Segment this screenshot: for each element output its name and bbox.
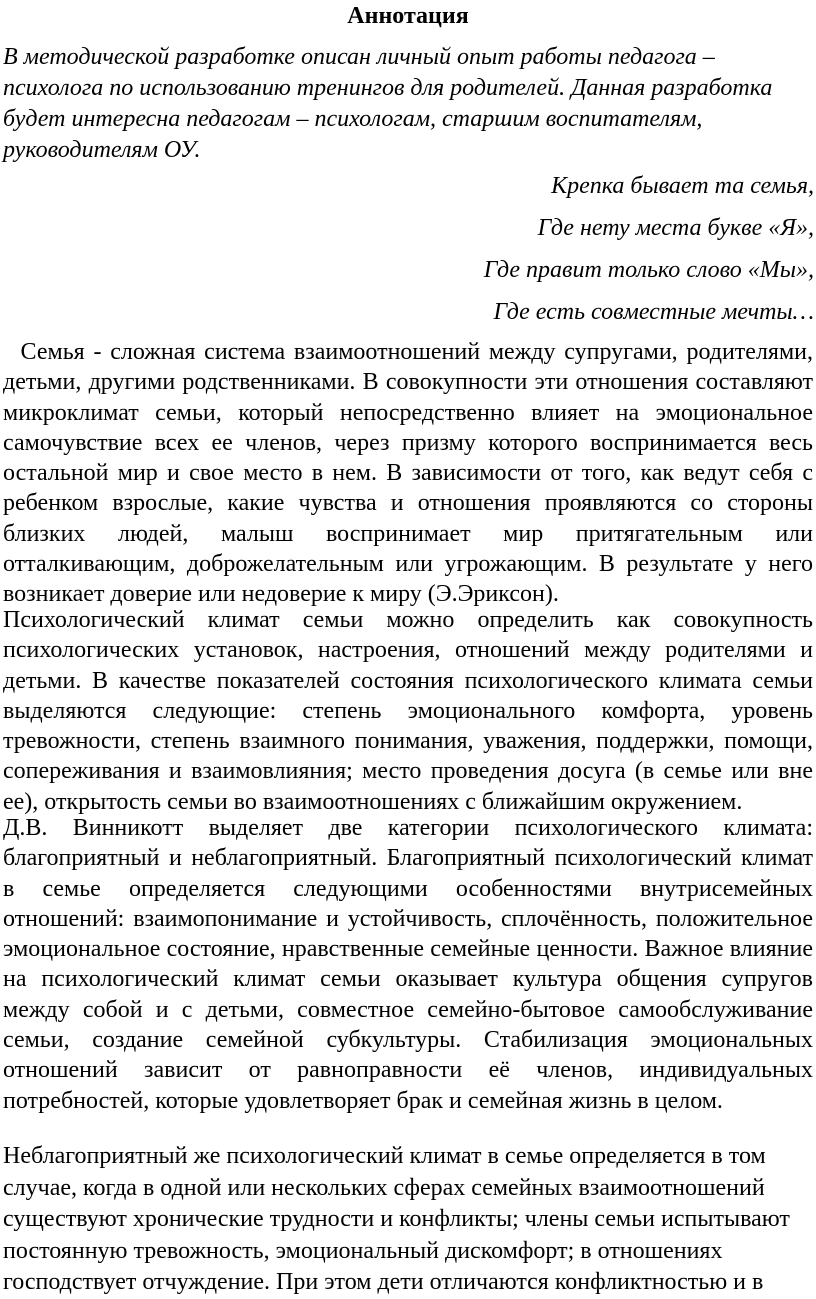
paragraph-line: отталкивающим, доброжелательным или угрожающим. В результате у него xyxy=(3,551,813,578)
annotation-text xyxy=(3,42,813,166)
epigraph-poem xyxy=(114,165,814,333)
paragraph-line: отношений: взаимопонимание и устойчивость, сплочённость, положительное xyxy=(3,905,813,932)
paragraph-unfavorable-climate xyxy=(3,1141,813,1299)
paragraph-line: микроклимат семьи, который непосредственно влияет на эмоциональное xyxy=(3,399,813,426)
paragraph-line: ребенком взрослые, какие чувства и отношения проявляются со стороны xyxy=(3,490,813,517)
paragraph-line: на психологический климат семьи оказывает культура общения супругов xyxy=(3,966,813,993)
paragraph-line: Д.В. Винникотт выделяет две категории психологического климата: xyxy=(3,815,813,841)
page-title: Аннотация xyxy=(347,3,469,29)
paragraph-family-system xyxy=(3,337,813,610)
paragraph-winnicott xyxy=(3,813,813,1116)
paragraph-line: выделяются следующие: степень эмоционального комфорта, уровень xyxy=(3,697,813,724)
paragraph-line: сопереживания и взаимовлияния; место проведения досуга (в семье или вне xyxy=(3,758,813,785)
paragraph-line: благоприятный и неблагоприятный. Благоприятный психологический климат xyxy=(3,845,813,872)
paragraph-line: психологических установок, настроения, отношений между родителями и xyxy=(3,637,813,664)
paragraph-line: тревожности, степень взаимного понимания, уважения, поддержки, помощи, xyxy=(3,728,813,755)
paragraph-line: существуют хронические трудности и конфликты; члены семьи испытывают xyxy=(3,1206,790,1232)
paragraph-line: остальной мир и свое место в нем. В зависимости от того, как ведут себя с xyxy=(3,460,813,487)
epigraph-line: Крепка бывает та семья, xyxy=(551,173,814,199)
paragraph-line: господствует отчуждение. При этом дети отличаются конфликтностью и в xyxy=(3,1269,764,1295)
paragraph-line: Неблагоприятный же психологический климат в семье определяется в том xyxy=(3,1143,766,1169)
paragraph-line: близких людей, малыш воспринимает мир притягательным или xyxy=(3,520,813,547)
paragraph-line: Психологический климат семьи можно определить как совокупность xyxy=(3,607,813,633)
epigraph-line: Где нету места букве «Я», xyxy=(537,215,814,241)
epigraph-line: Где правит только слово «Мы», xyxy=(483,257,814,283)
paragraph-line: отношений зависит от равноправности её членов, индивидуальных xyxy=(3,1057,813,1084)
paragraph-line: ее), открытость семьи во взаимоотношениях с ближайшим окружением. xyxy=(3,788,743,815)
paragraph-line: Семья - сложная система взаимоотношений между супругами, родителями, xyxy=(3,339,813,365)
paragraph-line: эмоциональное состояние, нравственные семейные ценности. Важное влияние xyxy=(3,936,813,963)
paragraph-line: самочувствие всех ее членов, через призму которого воспринимается весь xyxy=(3,429,813,456)
epigraph-line: Где есть совместные мечты… xyxy=(493,299,814,325)
annotation-line: психолога по использованию тренингов для родителей. Данная разработка xyxy=(3,75,773,101)
paragraph-line: в семье определяется следующими особенностями внутрисемейных xyxy=(3,875,813,902)
paragraph-line: возникает доверие или недоверие к миру (Э.Эриксон). xyxy=(3,581,559,608)
annotation-line: будет интересна педагогам – психологам, старшим воспитателям, xyxy=(3,106,703,132)
paragraph-line: потребностей, которые удовлетворяет брак и семейная жизнь в целом. xyxy=(3,1087,723,1114)
paragraph-line: между собой и с детьми, совместное семейно-бытовое самообслуживание xyxy=(3,996,813,1023)
paragraph-psych-climate xyxy=(3,605,813,817)
paragraph-line: постоянную тревожность, эмоциональный дискомфорт; в отношениях xyxy=(3,1237,723,1264)
annotation-line: руководителям ОУ. xyxy=(3,137,201,163)
paragraph-line: детьми, другими родственниками. В совокупности эти отношения составляют xyxy=(3,369,813,396)
paragraph-line: случае, когда в одной или нескольких сферах семейных взаимоотношений xyxy=(3,1174,765,1201)
annotation-line: В методической разработке описан личный опыт работы педагога – xyxy=(3,44,715,70)
paragraph-line: детьми. В качестве показателей состояния психологического климата семьи xyxy=(3,667,813,694)
paragraph-line: семьи, создание семейной субкультуры. Стабилизация эмоциональных xyxy=(3,1027,813,1054)
